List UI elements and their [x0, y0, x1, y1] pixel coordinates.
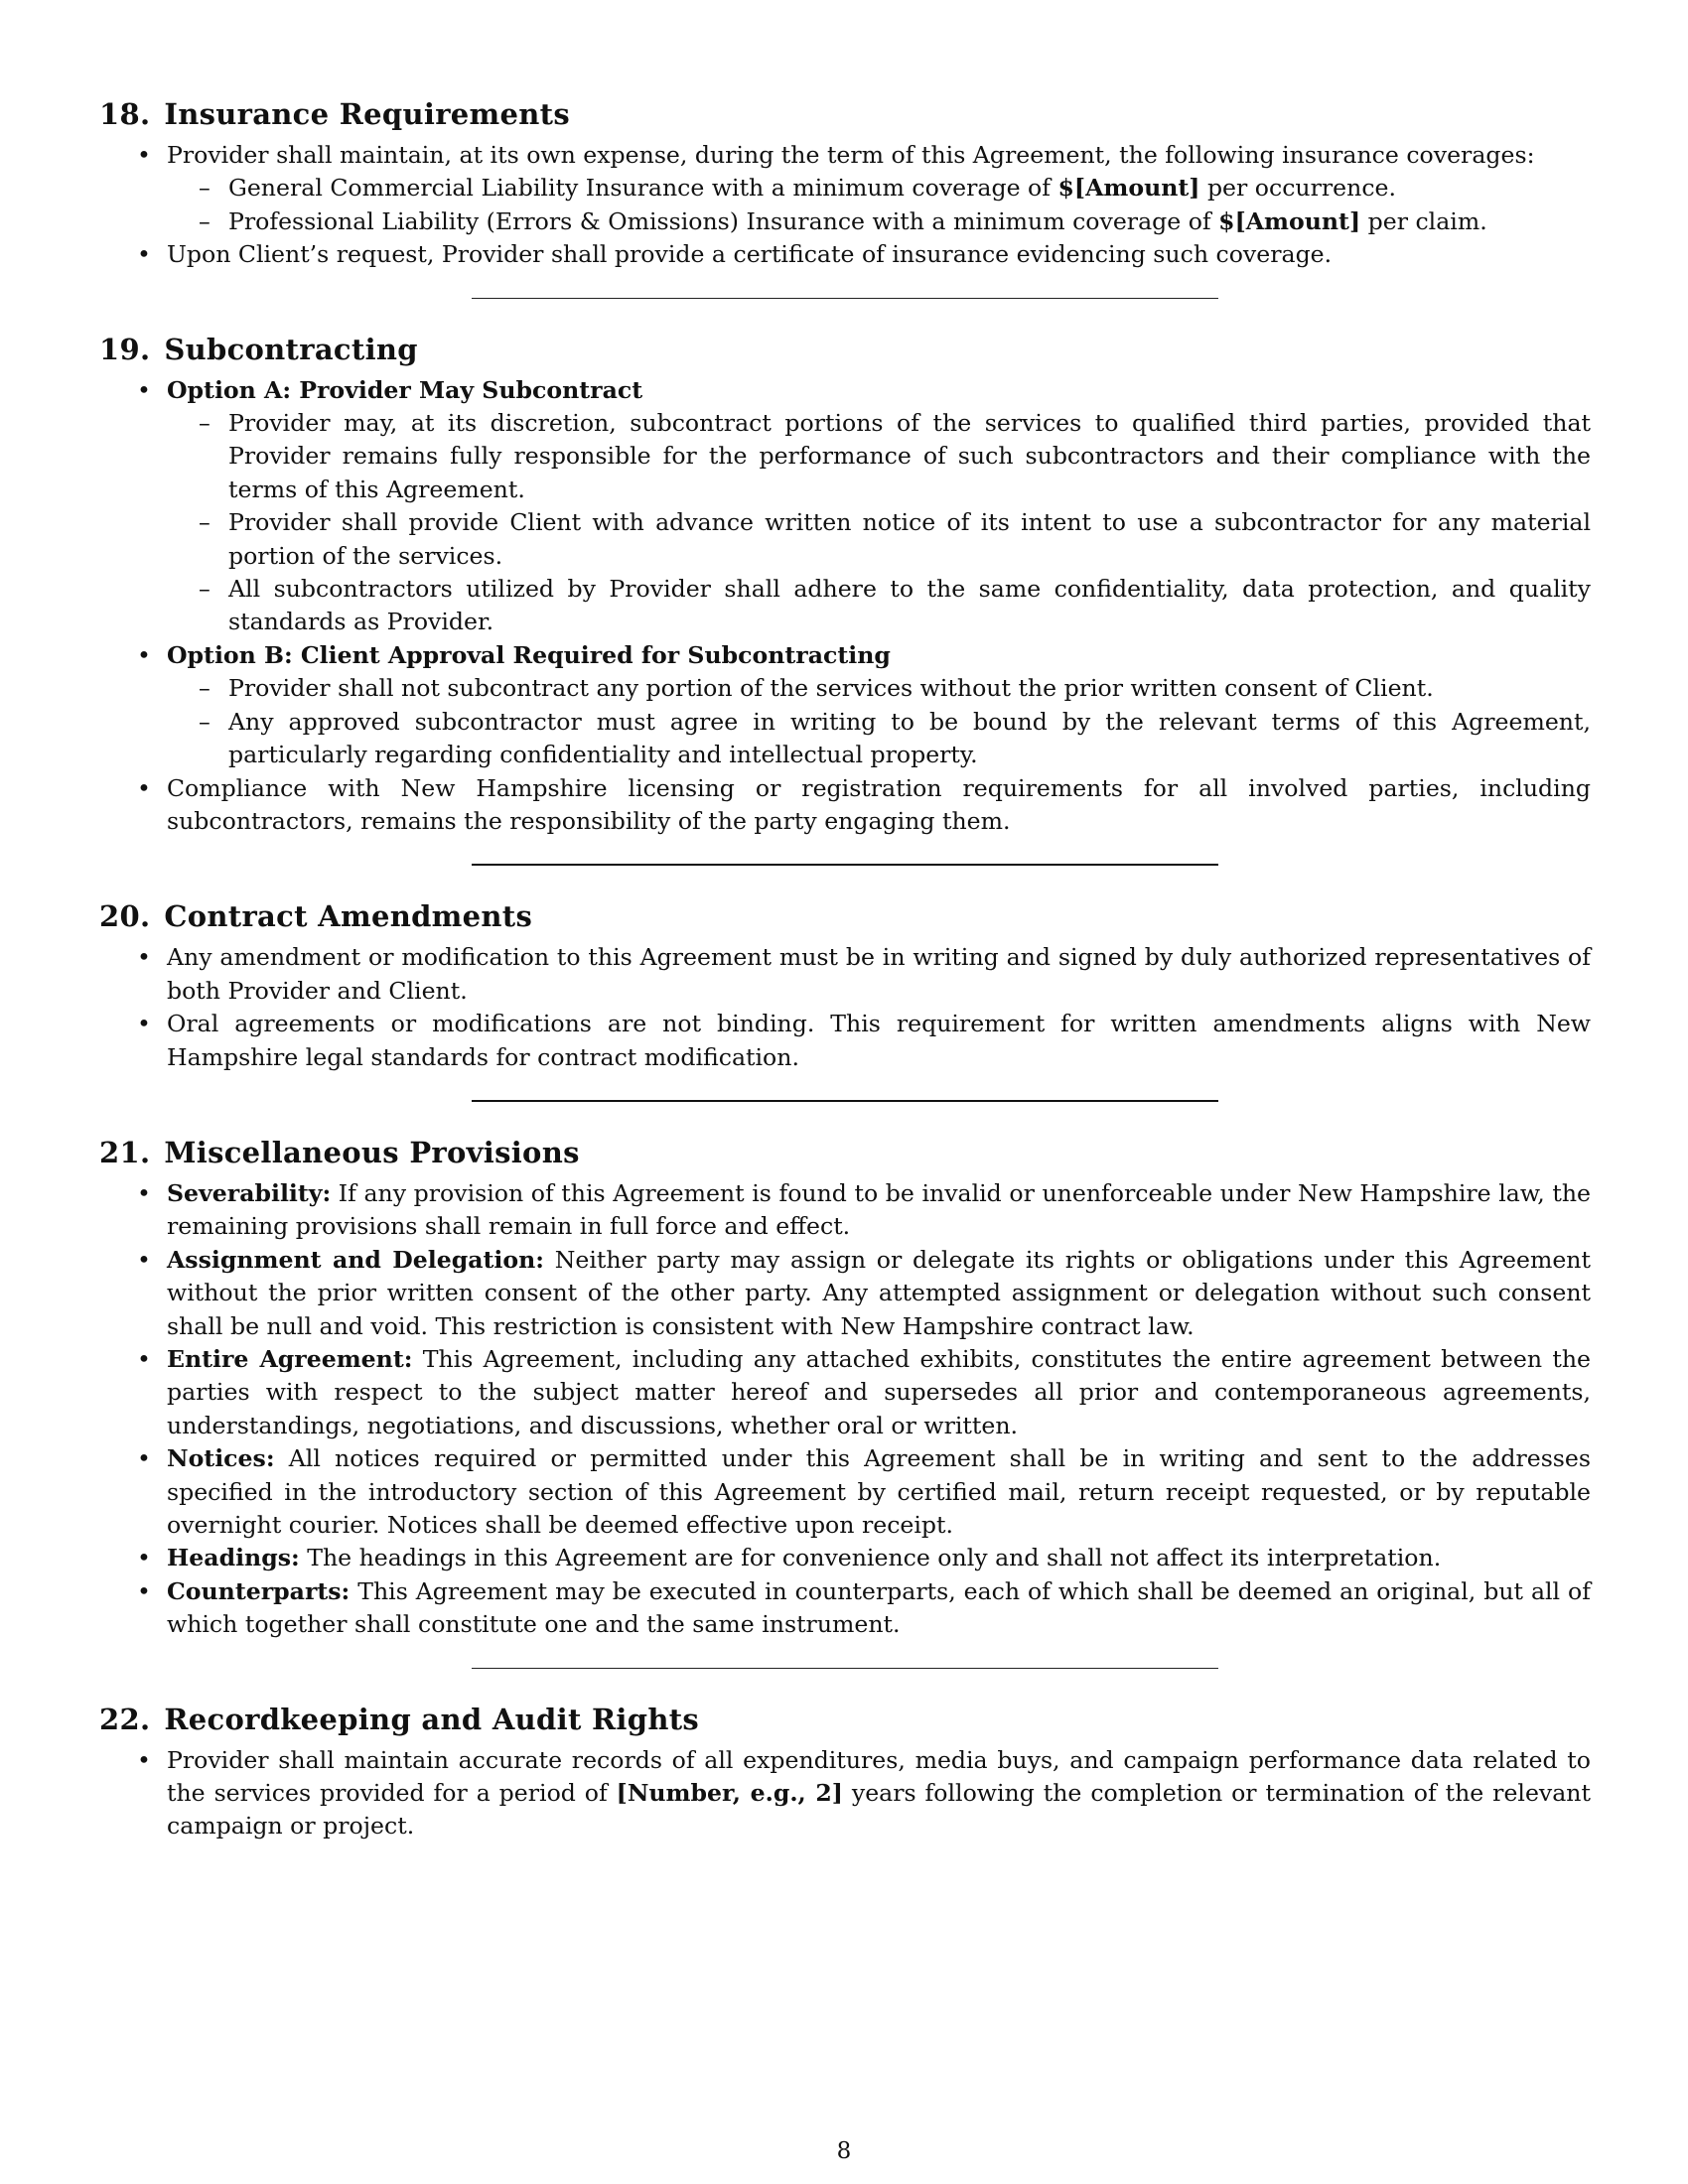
section-heading — [99, 1697, 1591, 1742]
list-item-text: Provider shall maintain, at its own expense, during the term of this Agreement, the following insurance coverages: — [167, 141, 1535, 169]
section-heading — [99, 91, 1591, 137]
section-number: 18. — [99, 97, 151, 131]
provision-text: The headings in this Agreement are for convenience only and shall not affect its interpretation. — [299, 1544, 1442, 1572]
section-heading — [99, 893, 1591, 939]
section-heading — [99, 1130, 1591, 1175]
provision-text: All notices required or permitted under this Agreement shall be in writing and sent to the addresses specified in the introductory section of this Agreement by certified mail, return receipt requested, or by reputable overnight courier. Notices shall be deemed effective upon receipt. — [167, 1444, 1591, 1539]
sub-item-text: per occurrence. — [1199, 174, 1397, 203]
section-divider — [472, 864, 1218, 866]
list-item — [167, 1244, 1591, 1343]
section-22 — [99, 1697, 1591, 1843]
sub-list-item: – Provider shall provide Client with advance written notice of its intent to use a subcontractor for any material portion of the services. — [228, 506, 1591, 573]
section-divider — [472, 298, 1218, 299]
section-title: Miscellaneous Provisions — [164, 1135, 580, 1169]
list-item — [167, 1542, 1591, 1574]
list-item — [167, 1343, 1591, 1442]
list-item — [167, 1575, 1591, 1642]
bullet-list — [99, 1744, 1591, 1843]
provision-label: Notices: — [167, 1444, 275, 1473]
list-item — [167, 639, 1591, 772]
sub-list-item: – All subcontractors utilized by Provider shall adhere to the same confidentiality, data protection, and quality standards as Provider. — [228, 573, 1591, 639]
list-item — [167, 374, 1591, 639]
provision-label: Headings: — [167, 1544, 300, 1572]
section-divider — [472, 1100, 1218, 1102]
sub-list — [167, 672, 1591, 771]
sub-list-item — [228, 172, 1591, 205]
section-21 — [99, 1130, 1591, 1642]
bullet-list — [99, 139, 1591, 272]
sub-list — [167, 172, 1591, 238]
sub-list-item: – Provider may, at its discretion, subcontract portions of the services to qualified third parties, provided that Provider remains fully responsible for the performance of such subcontractors and their compliance with the terms of this Agreement. — [228, 407, 1591, 506]
bullet-list — [99, 1177, 1591, 1642]
section-number: 22. — [99, 1702, 151, 1736]
provision-label: Severability: — [167, 1178, 332, 1207]
section-number: 21. — [99, 1135, 151, 1169]
sub-item-text: General Commercial Liability Insurance with a minimum coverage of — [228, 174, 1058, 203]
section-title: Subcontracting — [164, 332, 418, 366]
provision-text: Neither party may assign or delegate its rights or obligations under this Agreement without the prior written consent of the other party. Any attempted assignment or delegation without such consent shall be null and void. This restriction is consistent with New Hampshire contract law. — [167, 1245, 1591, 1340]
section-title: Contract Amendments — [164, 899, 533, 934]
option-label: Option B: Client Approval Required for Subcontracting — [167, 640, 891, 669]
provision-text: If any provision of this Agreement is found to be invalid or unenforceable under New Hampshire law, the remaining provisions shall remain in full force and effect. — [167, 1178, 1591, 1241]
section-18 — [99, 91, 1591, 272]
provision-label: Assignment and Delegation: — [167, 1245, 544, 1274]
list-item-text: years following the completion or termination of the relevant campaign or project. — [167, 1779, 1591, 1841]
sub-list-item: – Any approved subcontractor must agree in writing to be bound by the relevant terms of this Agreement, particularly regarding confidentiality and intellectual property. — [228, 706, 1591, 772]
section-number: 20. — [99, 899, 151, 934]
document-page — [99, 91, 1591, 1843]
list-item: • Any amendment or modification to this Agreement must be in writing and signed by duly authorized representatives of both Provider and Client. — [167, 941, 1591, 1008]
amount-placeholder: $[Amount] — [1057, 174, 1200, 203]
amount-placeholder: $[Amount] — [1218, 206, 1361, 235]
section-title: Insurance Requirements — [164, 97, 570, 131]
section-number: 19. — [99, 332, 151, 366]
sub-list-item: – Provider shall not subcontract any portion of the services without the prior written consent of Client. — [228, 672, 1591, 705]
section-title: Recordkeeping and Audit Rights — [164, 1702, 700, 1736]
list-item-text: Provider shall maintain accurate records of all expenditures, media buys, and campaign performance data related to the services provided for a period of — [167, 1745, 1591, 1808]
provision-text: This Agreement may be executed in counterparts, each of which shall be deemed an original, but all of which together shall constitute one and the same instrument. — [167, 1576, 1591, 1639]
list-item — [167, 1744, 1591, 1843]
sub-list — [167, 407, 1591, 639]
bullet-list — [99, 374, 1591, 839]
provision-label: Counterparts: — [167, 1576, 351, 1605]
list-item — [167, 1177, 1591, 1244]
page-number: 8 — [836, 2138, 852, 2164]
sub-item-text: per claim. — [1360, 206, 1487, 235]
section-divider — [472, 1668, 1218, 1669]
list-item: • Oral agreements or modifications are not binding. This requirement for written amendments aligns with New Hampshire legal standards for contract modification. — [167, 1008, 1591, 1074]
list-item: • Compliance with New Hampshire licensing or registration requirements for all involved parties, including subcontractors, remains the responsibility of the party engaging them. — [167, 772, 1591, 839]
sub-list-item — [228, 205, 1591, 238]
section-heading — [99, 327, 1591, 372]
number-placeholder: [Number, e.g., 2] — [616, 1779, 843, 1808]
section-19 — [99, 327, 1591, 839]
provision-text: This Agreement, including any attached exhibits, constitutes the entire agreement between the parties with respect to the subject matter hereof and supersedes all prior and contemporaneous agreements, understandings, negotiations, and discussions, whether oral or written. — [167, 1344, 1591, 1439]
sub-item-text: Professional Liability (Errors & Omissions) Insurance with a minimum coverage of — [228, 206, 1219, 235]
provision-label: Entire Agreement: — [167, 1344, 413, 1373]
list-item: • Upon Client’s request, Provider shall provide a certificate of insurance evidencing such coverage. — [167, 238, 1591, 271]
bullet-list — [99, 941, 1591, 1074]
list-item — [167, 1442, 1591, 1542]
section-20 — [99, 893, 1591, 1074]
option-label: Option A: Provider May Subcontract — [167, 375, 643, 404]
list-item — [167, 139, 1591, 238]
